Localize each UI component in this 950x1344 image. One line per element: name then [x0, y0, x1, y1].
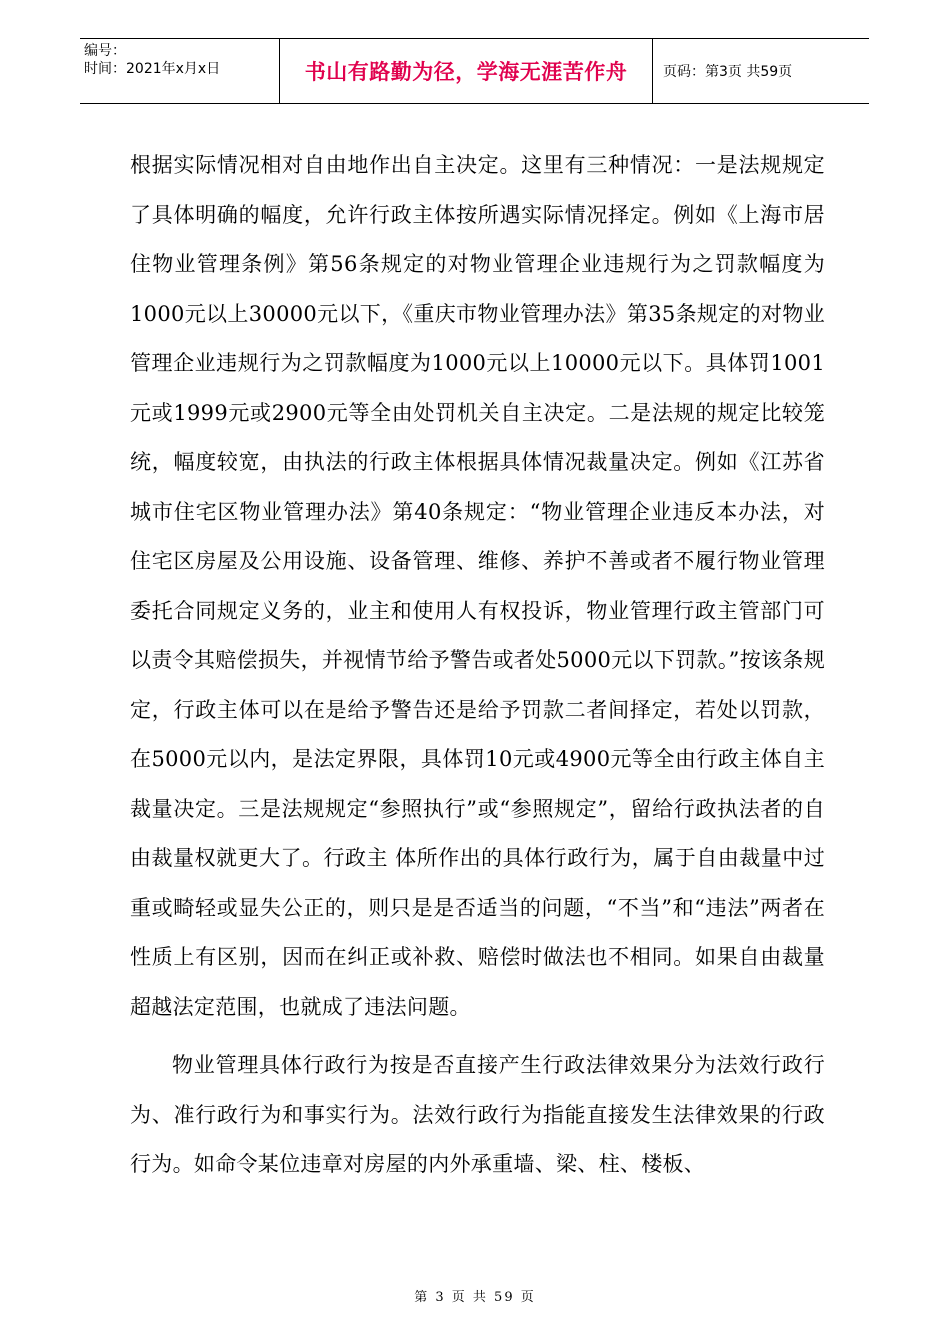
- header-meta: [80, 39, 280, 103]
- document-body: [130, 141, 825, 1190]
- header-motto: 书山有路勤为径，学海无涯苦作舟: [280, 39, 653, 103]
- body-paragraph: 物业管理具体行政行为按是否直接产生行政法律效果分为法效行政行为、准行政行为和事实行为。法效行政行为指能直接发生法律效果的行政行为。如命令某位违章对房屋的内外承重墙、梁、柱、楼板、: [130, 1053, 825, 1176]
- page-footer: 第 3 页 共 59 页: [414, 1290, 536, 1305]
- document-date: 时间：2021年x月x日: [84, 61, 221, 77]
- document-number-label: 编号：: [84, 43, 126, 59]
- page-header: [80, 38, 869, 104]
- header-page-number: 页码：第3页 共59页: [663, 64, 793, 80]
- body-paragraph: 根据实际情况相对自由地作出自主决定。这里有三种情况：一是法规规定了具体明确的幅度，允许行政主体按所遇实际情况择定。例如《上海市居住物业管理条例》第56条规定的对物业管理企业违规行为之罚款幅度为1000元以上30000元以下，《重庆市物业管理办法》第35条规定的对物业管理企业违规行为之罚款幅度为1000元以上10000元以下。具体罚1001元或1999元或2900元等全由处罚机关自主决定。二是法规的规定比较笼统，幅度较宽，由执法的行政主体根据具体情况裁量决定。例如《江苏省城市住宅区物业管理办法》第40条规定：“物业管理企业违反本办法，对住宅区房屋及公用设施、设备管理、维修、养护不善或者不履行物业管理委托合同规定义务的，业主和使用人有权投诉，物业管理行政主管部门可以责令其赔偿损失，并视情节给予警告或者处5000元以下罚款。”按该条规定，行政主体可以在是给予警告还是给予罚款二者间择定，若处以罚款，在5000元以内，是法定界限，具体罚10元或4900元等全由行政主体自主裁量决定。三是法规规定“参照执行”或“参照规定”，留给行政执法者的自由裁量权就更大了。行政主 体所作出的具体行政行为，属于自由裁量中过重或畸轻或显失公正的，则只是是否适当的问题，“不当”和“违法”两者在性质上有区别，因而在纠正或补救、赔偿时做法也不相同。如果自由裁量超越法定范围，也就成了违法问题。: [130, 153, 825, 1019]
